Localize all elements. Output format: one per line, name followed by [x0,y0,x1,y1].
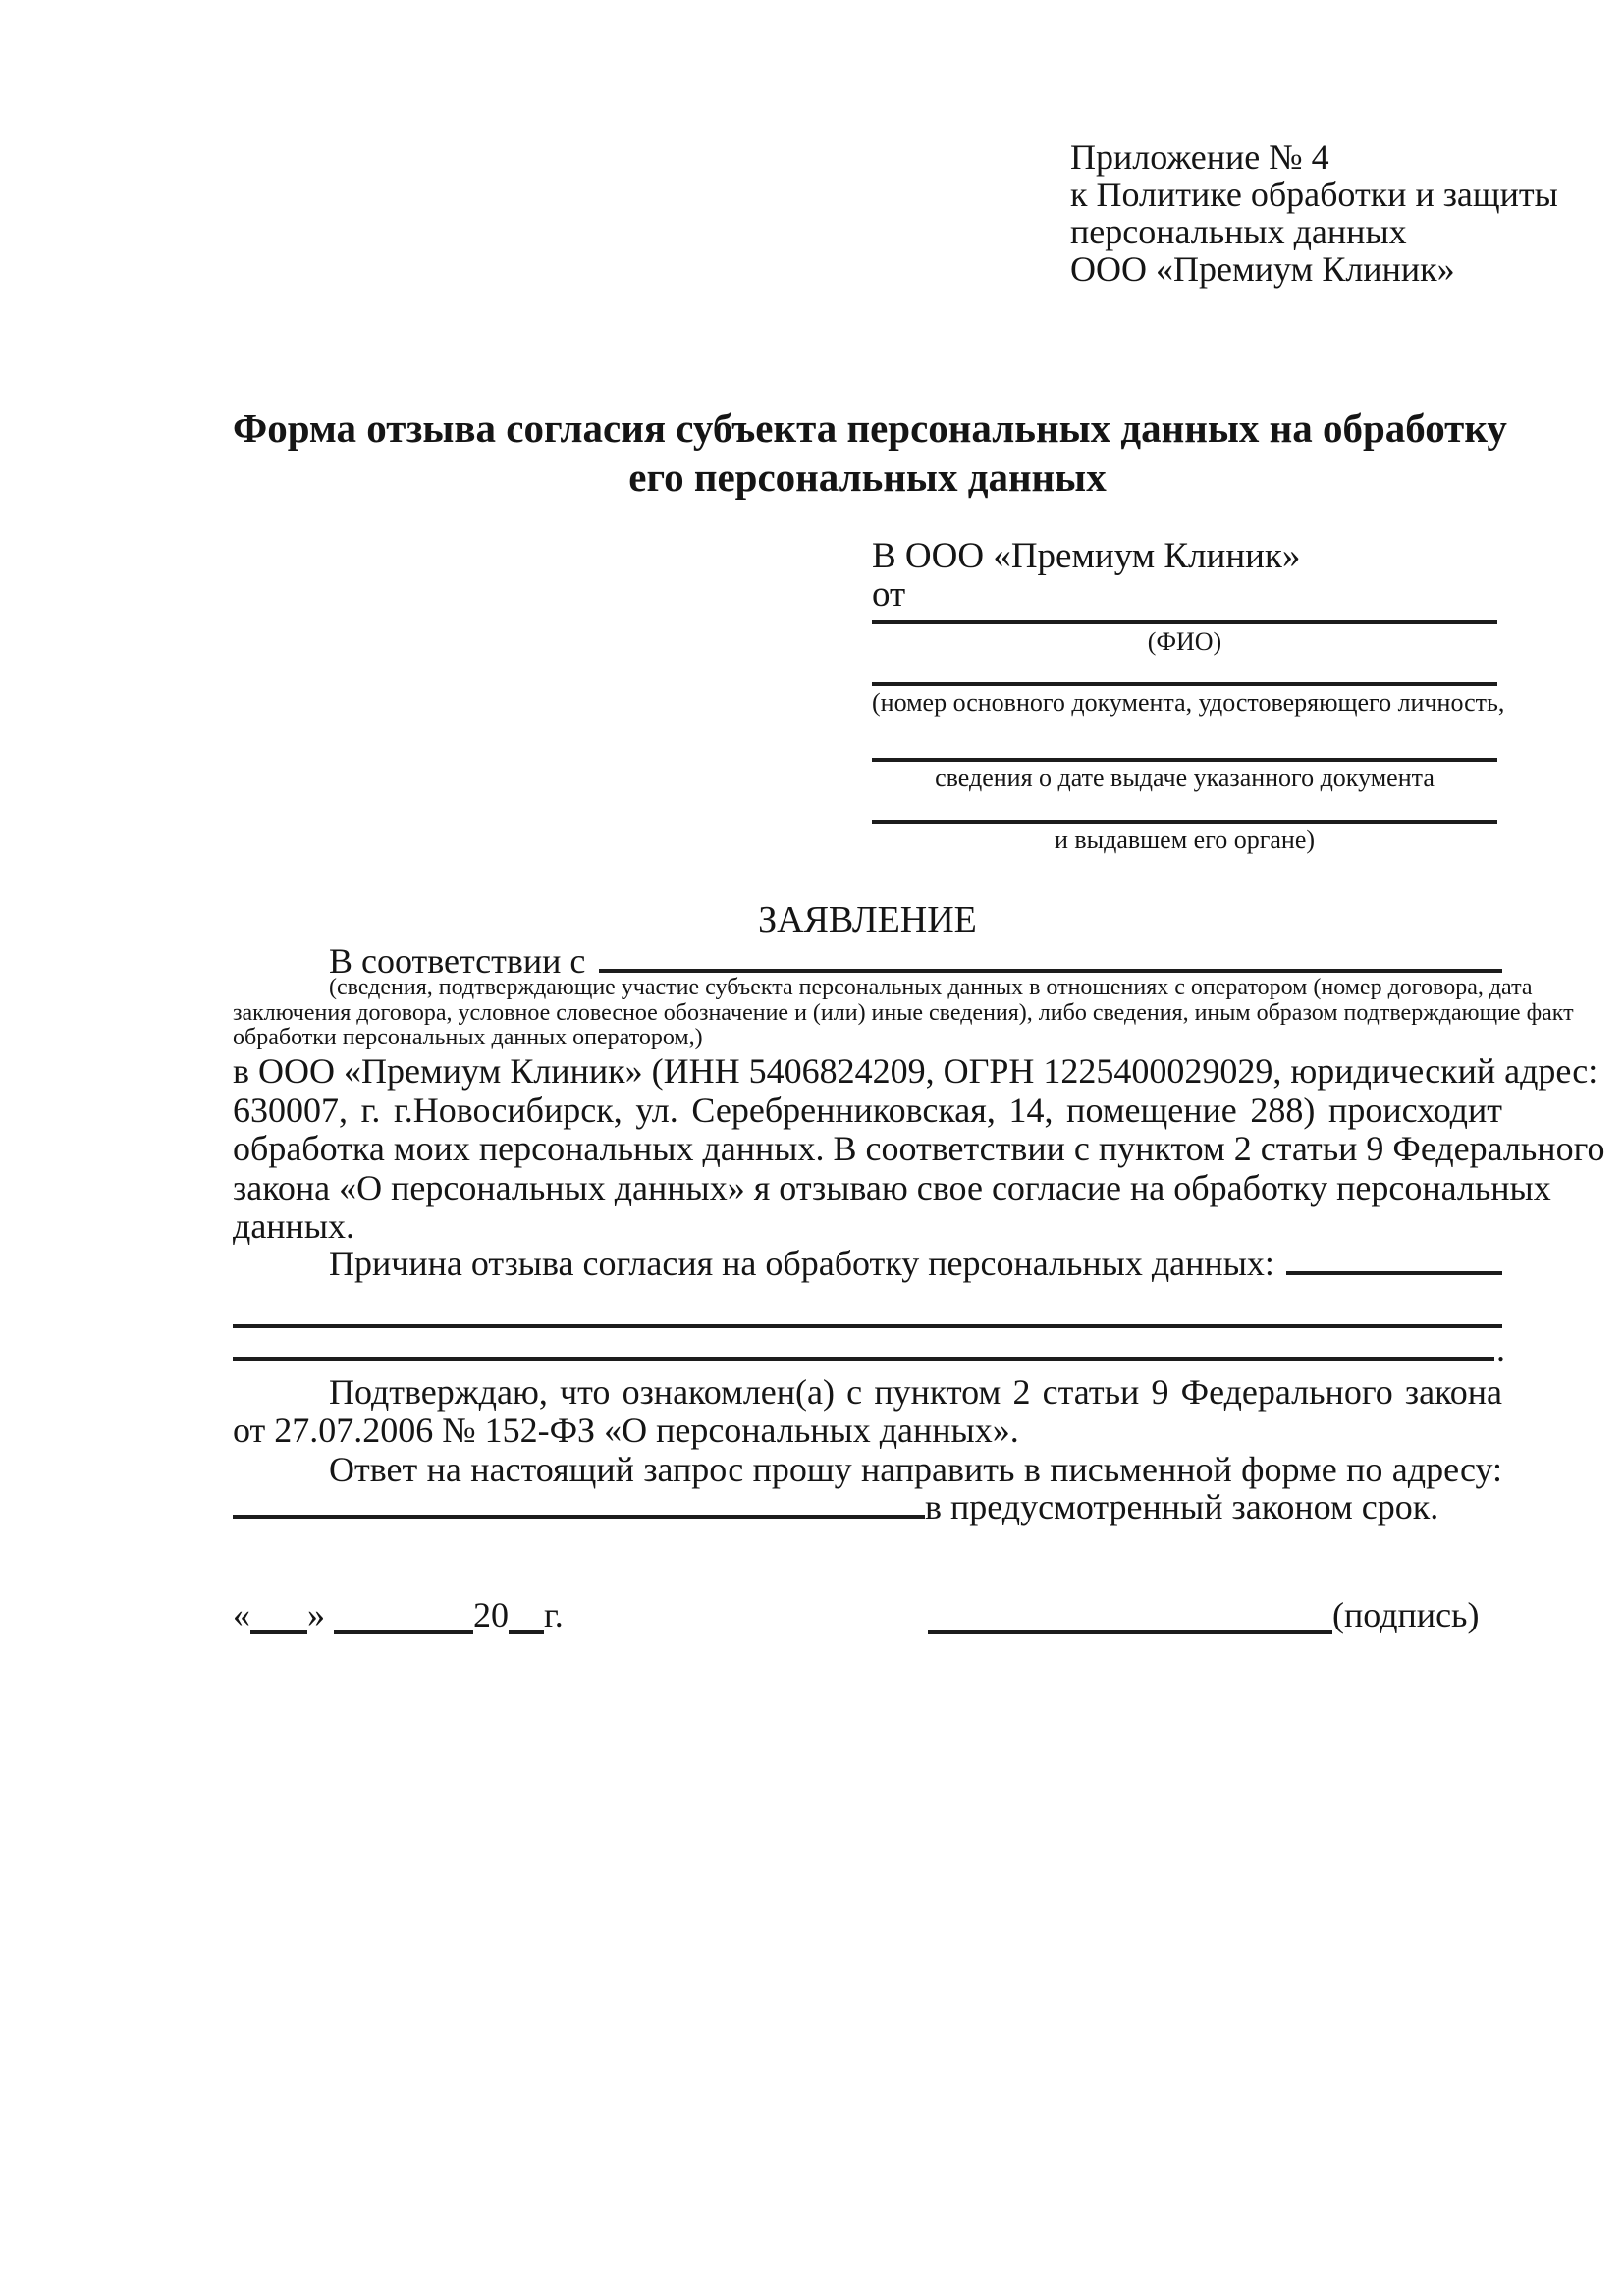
body-line: в ООО «Премиум Клиник» (ИНН 5406824209, ОГРН 1225400029029, юридический адрес: [233,1051,1598,1091]
body-line: закона «О персональных данных» я отзываю свое согласие на обработку персональных [233,1167,1551,1207]
intro-text: В соответствии с [329,941,586,981]
signature-caption: (подпись) [1332,1595,1480,1634]
signature-line [928,1594,1479,1635]
from-label: от [872,574,906,614]
note-line: обработки персональных данных оператором,) [233,1025,703,1050]
intro-blank-line [599,965,1502,973]
form-title [233,403,1507,502]
issuer-caption: и выдавшем его органе) [1054,826,1316,854]
month-blank [334,1627,473,1634]
day-blank [250,1627,307,1634]
note-line: заключения договора, условное словесное обозначение и (или) иные сведения), либо сведения, иным образом подтверждающие факт [233,999,1574,1026]
doc-number-blank-line [872,682,1497,686]
write-in-period: . [1496,1329,1505,1368]
header-right-line: к Политике обработки и защиты [1070,175,1558,214]
date-line [233,1594,564,1635]
note-block [233,975,1574,1051]
write-in-line-1 [233,1324,1502,1328]
reply-line-2 [233,1486,1502,1527]
address-blank-line [233,1511,925,1519]
fio-caption: (ФИО) [1147,627,1222,656]
signature-blank [928,1627,1332,1634]
fio-blank-line [872,620,1497,624]
year-suffix: г. [544,1595,564,1634]
note-line: (сведения, подтверждающие участие субъекта персональных данных в отношениях с оператором (номер договора, дата [329,975,1533,1000]
date-quote-close: » [307,1595,325,1634]
header-right-line: Приложение № 4 [1070,137,1329,177]
issue-date-blank-line [872,758,1497,762]
header-right-block [1070,138,1558,288]
reason-line [233,1243,1502,1284]
form-title-line: Форма отзыва согласия субъекта персональных данных на обработку [233,405,1507,451]
confirm-line: Подтверждаю, что ознакомлен(а) с пунктом 2 статьи 9 Федерального закона [329,1372,1502,1412]
body-line: данных. [233,1206,355,1246]
form-title-line: его персональных данных [628,454,1107,500]
write-in-line-2 [233,1357,1494,1361]
reply-line-1: Ответ на настоящий запрос прошу направить в письменной форме по адресу: [329,1450,1502,1489]
confirm-line: от 27.07.2006 № 152-ФЗ «О персональных данных». [233,1410,1019,1450]
year-prefix: 20 [473,1595,509,1634]
date-quote-open: « [233,1595,250,1634]
body-line: обработка моих персональных данных. В соответствии с пунктом 2 статьи 9 Федерального [233,1129,1605,1168]
statement-heading: ЗАЯВЛЕНИЕ [758,899,977,940]
issue-date-caption: сведения о дате выдаче указанного документа [935,764,1435,792]
org-name: В ООО «Премиум Клиник» [872,536,1301,576]
reason-blank-line [1286,1267,1502,1275]
doc-number-caption: (номер основного документа, удостоверяющего личность, [872,688,1505,717]
reply-line-2-suffix: в предусмотренный законом срок. [925,1487,1439,1526]
year-blank [509,1627,544,1634]
body-line: 630007, г. г.Новосибирск, ул. Серебренниковская, 14, помещение 288) происходит [233,1090,1502,1130]
header-right-line: персональных данных [1070,212,1407,251]
header-right-line: ООО «Премиум Клиник» [1070,249,1455,289]
confirm-paragraph [233,1373,1502,1449]
reason-label: Причина отзыва согласия на обработку персональных данных: [329,1244,1274,1283]
issuer-blank-line [872,820,1497,824]
body-paragraph [233,1051,1605,1247]
